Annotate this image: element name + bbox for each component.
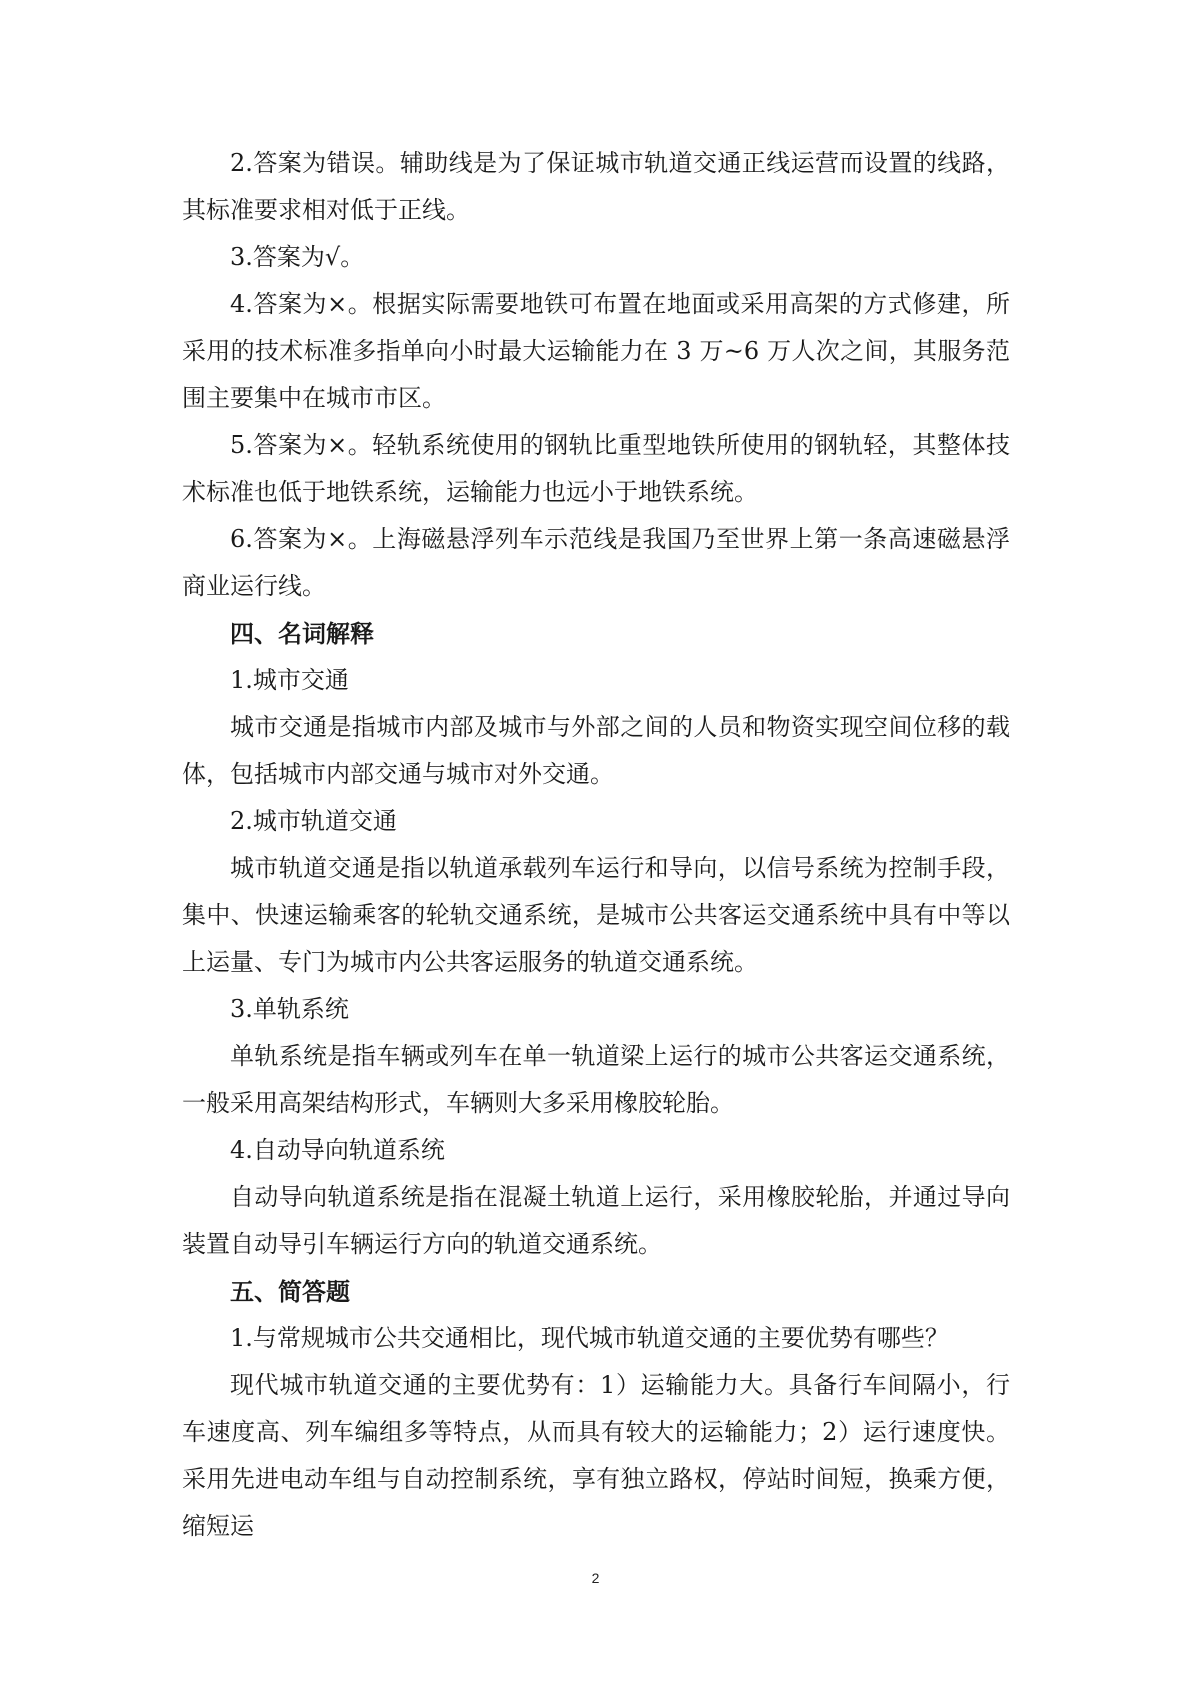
term-4-title: 4.自动导向轨道系统 bbox=[230, 1136, 445, 1164]
answer-5: 5.答案为×。轻轨系统使用的钢轨比重型地铁所使用的钢轨轻，其整体技术标准也低于地铁系统，运输能力也远小于地铁系统。 bbox=[182, 431, 1010, 506]
answer-4: 4.答案为×。根据实际需要地铁可布置在地面或采用高架的方式修建，所采用的技术标准多指单向小时最大运输能力在 3 万~6 万人次之间，其服务范围主要集中在城市市区。 bbox=[182, 290, 1010, 412]
section-heading-4: 四、名词解释 bbox=[230, 619, 374, 648]
answer-3: 3.答案为√。 bbox=[230, 243, 365, 271]
question-1-answer: 现代城市轨道交通的主要优势有：1）运输能力大。具备行车间隔小，行车速度高、列车编组多等特点，从而具有较大的运输能力；2）运行速度快。采用先进电动车组与自动控制系统，享有独立路权，停站时间短，换乘方便，缩短运 bbox=[182, 1371, 1010, 1540]
term-2-title: 2.城市轨道交通 bbox=[230, 807, 397, 835]
term-3-title: 3.单轨系统 bbox=[230, 995, 349, 1023]
term-1-definition: 城市交通是指城市内部及城市与外部之间的人员和物资实现空间位移的载体，包括城市内部交通与城市对外交通。 bbox=[182, 713, 1010, 788]
section-heading-5: 五、简答题 bbox=[230, 1277, 350, 1306]
document-body bbox=[182, 140, 1010, 1550]
answer-2: 2.答案为错误。辅助线是为了保证城市轨道交通正线运营而设置的线路，其标准要求相对低于正线。 bbox=[182, 149, 1010, 224]
term-3-definition: 单轨系统是指车辆或列车在单一轨道梁上运行的城市公共客运交通系统，一般采用高架结构形式，车辆则大多采用橡胶轮胎。 bbox=[182, 1042, 1010, 1117]
term-1-title: 1.城市交通 bbox=[230, 666, 349, 694]
page-number: 2 bbox=[591, 1570, 600, 1586]
term-2-definition: 城市轨道交通是指以轨道承载列车运行和导向，以信号系统为控制手段，集中、快速运输乘客的轮轨交通系统，是城市公共客运交通系统中具有中等以上运量、专门为城市内公共客运服务的轨道交通系统。 bbox=[182, 854, 1010, 976]
answer-6: 6.答案为×。上海磁悬浮列车示范线是我国乃至世界上第一条高速磁悬浮商业运行线。 bbox=[182, 525, 1010, 600]
question-1: 1.与常规城市公共交通相比，现代城市轨道交通的主要优势有哪些？ bbox=[230, 1324, 949, 1352]
term-4-definition: 自动导向轨道系统是指在混凝土轨道上运行，采用橡胶轮胎，并通过导向装置自动导引车辆运行方向的轨道交通系统。 bbox=[182, 1183, 1010, 1258]
